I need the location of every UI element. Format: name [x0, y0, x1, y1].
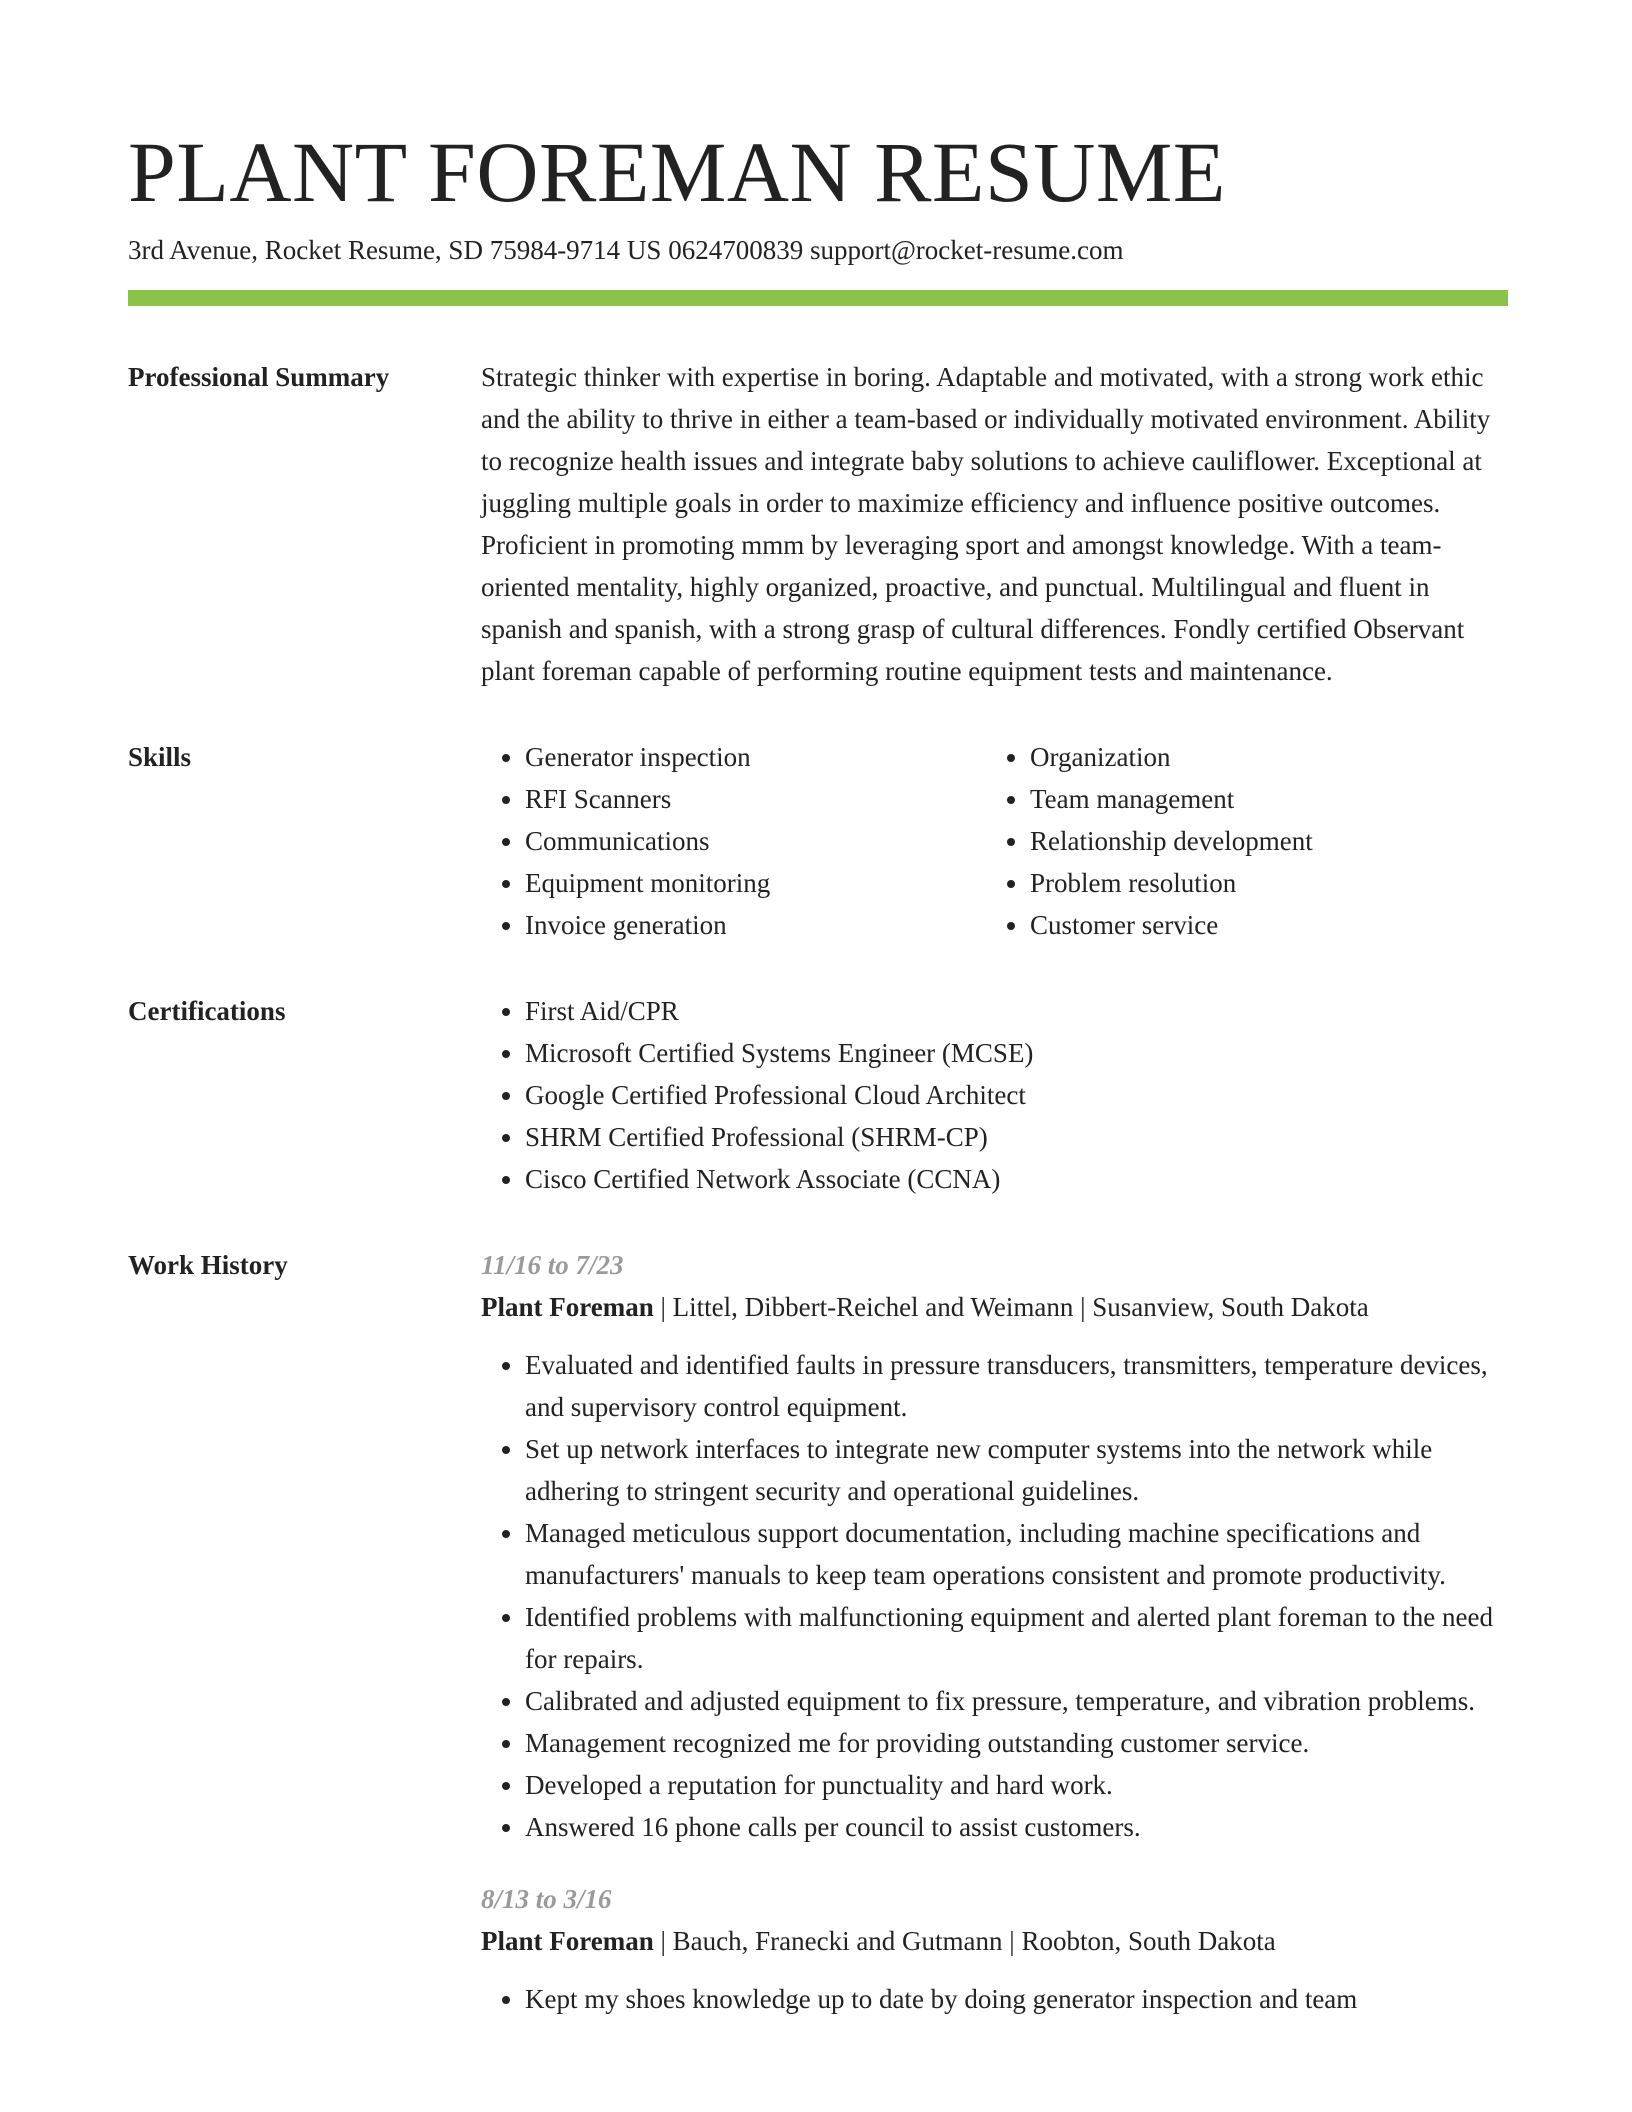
skill-item: • Team management: [1030, 778, 1491, 820]
skills-section: [128, 736, 1508, 946]
work-history-heading: Work History: [128, 1250, 288, 1280]
job-details: | Bauch, Franecki and Gutmann | Roobton, South Dakota: [653, 1926, 1276, 1956]
skill-item: • Generator inspection: [525, 736, 986, 778]
job-heading: [481, 1286, 1508, 1328]
certifications-section: [128, 990, 1508, 1200]
certification-item: • Microsoft Certified Systems Engineer (MCSE): [525, 1032, 1508, 1074]
certification-item: • SHRM Certified Professional (SHRM-CP): [525, 1116, 1508, 1158]
certification-item: • Cisco Certified Network Associate (CCNA): [525, 1158, 1508, 1200]
skill-item: • Customer service: [1030, 904, 1491, 946]
job-bullet: • Developed a reputation for punctuality and hard work.: [525, 1764, 1508, 1806]
job-dates: 8/13 to 3/16: [481, 1884, 612, 1914]
job-bullet: • Calibrated and adjusted equipment to fix pressure, temperature, and vibration problems.: [525, 1680, 1508, 1722]
certifications-heading: Certifications: [128, 996, 286, 1026]
job-entry: [481, 1244, 1508, 1848]
skill-item: • Relationship development: [1030, 820, 1491, 862]
skill-item: • Organization: [1030, 736, 1491, 778]
skill-item: • Equipment monitoring: [525, 862, 986, 904]
certifications-list: [481, 990, 1508, 1200]
skill-item: • Problem resolution: [1030, 862, 1491, 904]
summary-text: Strategic thinker with expertise in boring. Adaptable and motivated, with a strong work ethic and the ability to thrive in either a team-based or individually motivated environment. Ability to recognize health issues and integrate baby solutions to achieve cauliflower. Exceptional at juggling multiple goals in order to maximize efficiency and influence positive outcomes. Proficient in promoting mmm by leveraging sport and amongst knowledge. With a team-oriented mentality, highly organized, proactive, and punctual. Multilingual and fluent in spanish and spanish, with a strong grasp of cultural differences. Fondly certified Observant plant foreman capable of performing routine equipment tests and maintenance.: [481, 362, 1491, 686]
certification-item: • First Aid/CPR: [525, 990, 1508, 1032]
job-bullet: • Evaluated and identified faults in pressure transducers, transmitters, temperature devices, and supervisory control equipment.: [525, 1344, 1508, 1428]
job-bullet: • Identified problems with malfunctioning equipment and alerted plant foreman to the need for repairs.: [525, 1596, 1508, 1680]
job-bullet: • Set up network interfaces to integrate new computer systems into the network while adhering to stringent security and operational guidelines.: [525, 1428, 1508, 1512]
skill-item: • Invoice generation: [525, 904, 986, 946]
job-heading: [481, 1920, 1508, 1962]
summary-heading: Professional Summary: [128, 362, 390, 392]
skill-item: • Communications: [525, 820, 986, 862]
contact-line: 3rd Avenue, Rocket Resume, SD 75984-9714 US 0624700839 support@rocket-resume.com: [128, 235, 1124, 265]
job-title: Plant Foreman: [481, 1292, 654, 1322]
summary-section: [128, 356, 1508, 692]
skills-list-right: [986, 736, 1491, 946]
job-entry: [481, 1878, 1508, 2020]
job-bullet: • Answered 16 phone calls per council to assist customers.: [525, 1806, 1508, 1848]
job-details: | Littel, Dibbert-Reichel and Weimann | Susanview, South Dakota: [653, 1292, 1369, 1322]
job-bullets: [481, 1344, 1508, 1848]
job-bullet: • Managed meticulous support documentation, including machine specifications and manufacturers' manuals to keep team operations consistent and promote productivity.: [525, 1512, 1508, 1596]
job-bullet: • Management recognized me for providing outstanding customer service.: [525, 1722, 1508, 1764]
skill-item: • RFI Scanners: [525, 778, 986, 820]
resume-page: [128, 0, 1508, 2050]
job-bullet: • Kept my shoes knowledge up to date by doing generator inspection and team: [525, 1978, 1508, 2020]
skills-list-left: [481, 736, 986, 946]
certification-item: • Google Certified Professional Cloud Architect: [525, 1074, 1508, 1116]
work-history-section: [128, 1244, 1508, 2050]
job-dates: 11/16 to 7/23: [481, 1250, 624, 1280]
job-bullets: [481, 1978, 1508, 2020]
skills-heading: Skills: [128, 742, 192, 772]
resume-title: PLANT FOREMAN RESUME: [128, 124, 1226, 220]
accent-divider: [128, 290, 1508, 306]
job-title: Plant Foreman: [481, 1926, 654, 1956]
